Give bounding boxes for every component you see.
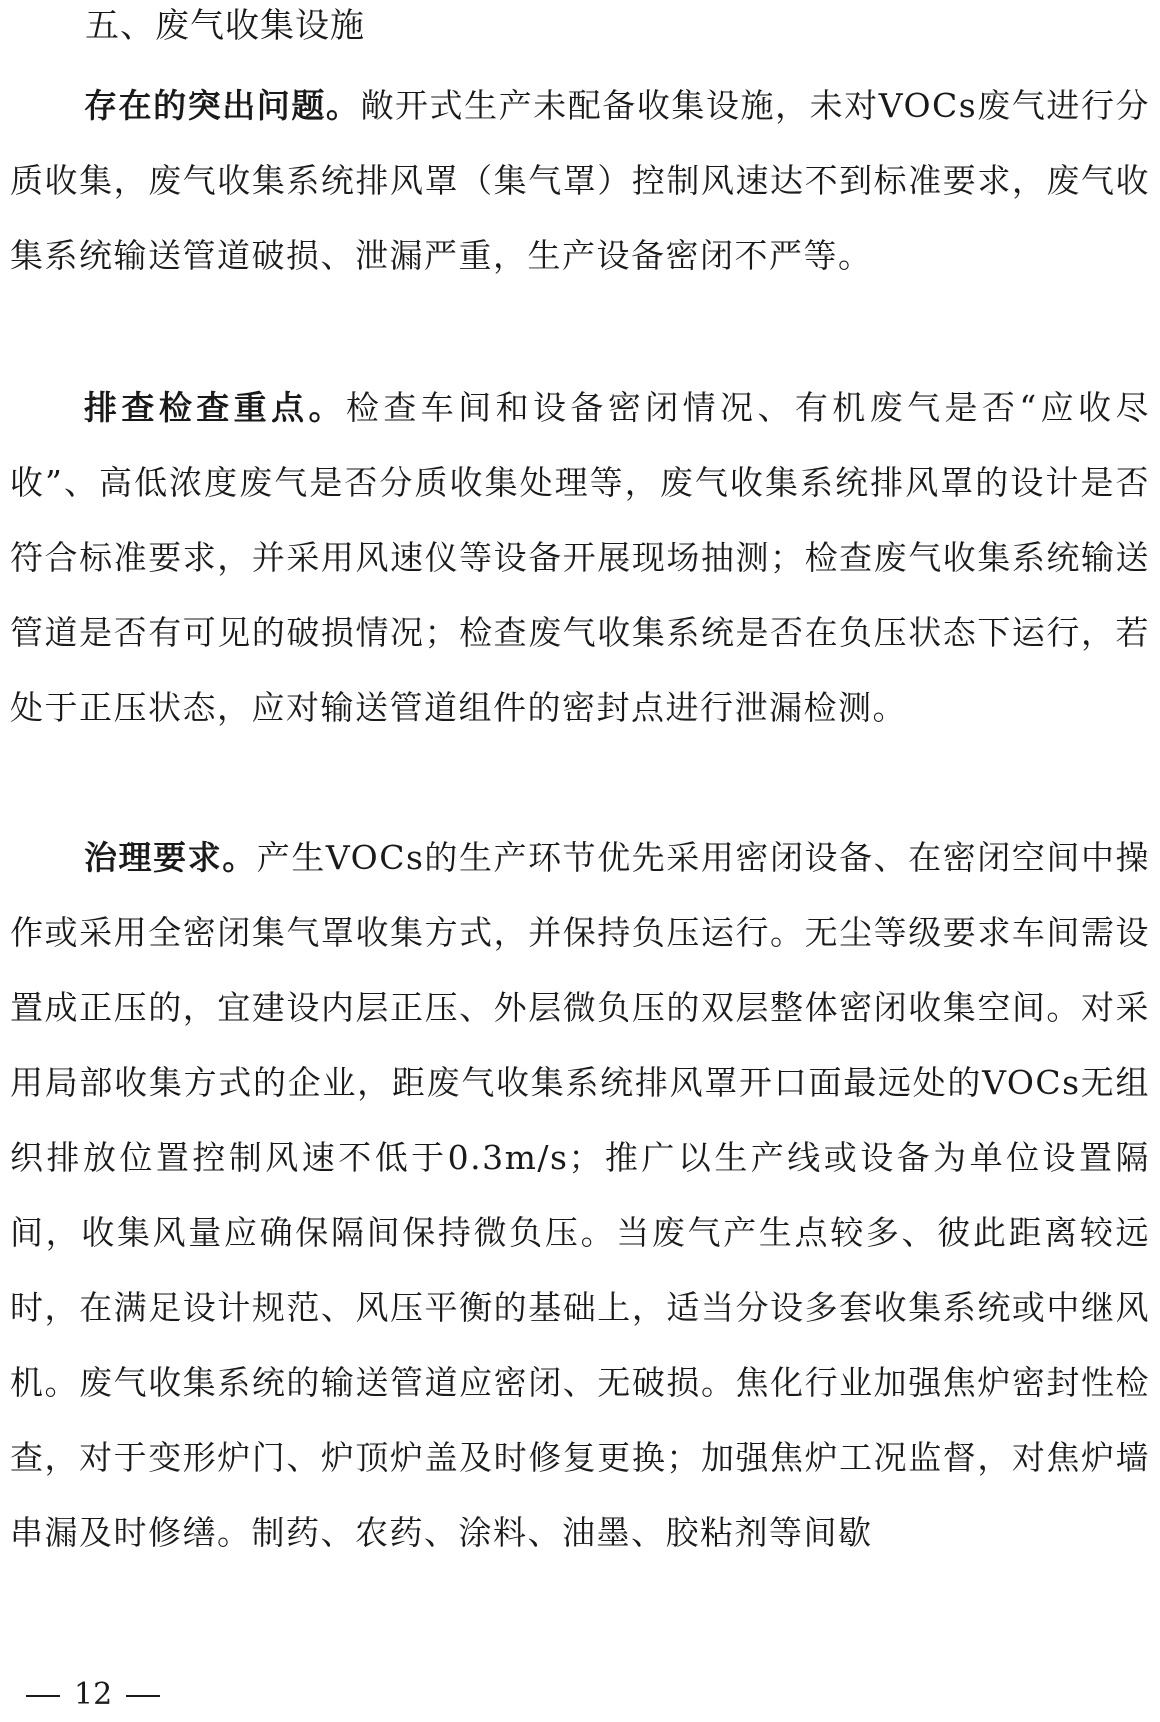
section-heading: 五、废气收集设施 (85, 6, 365, 46)
paragraph-body: 敞开式生产未配备收集设施，未对VOCs废气进行分质收集，废气收集系统排风罩（集气罩）控制风速达不到标准要求，废气收集系统输送管道破损、泄漏严重，生产设备密闭不严等。 (10, 86, 1150, 275)
paragraph-lead: 治理要求。 (84, 838, 257, 877)
page-number: 12 (74, 1677, 113, 1712)
paragraph-body: 检查车间和设备密闭情况、有机废气是否“应收尽收”、高低浓度废气是否分质收集处理等，废气收集系统排风罩的设计是否符合标准要求，并采用风速仪等设备开展现场抽测；检查废气收集系统输送管道是否有可见的破损情况；检查废气收集系统是否在负压状态下运行，若处于正压状态，应对输送管道组件的密封点进行泄漏检测。 (10, 388, 1150, 727)
paragraph-lead: 存在的突出问题。 (84, 86, 361, 125)
paragraph-problems (10, 68, 1150, 293)
paragraph-body: 产生VOCs的生产环节优先采用密闭设备、在密闭空间中操作或采用全密闭集气罩收集方式，并保持负压运行。无尘等级要求车间需设置成正压的，宜建设内层正压、外层微负压的双层整体密闭收集空间。对采用局部收集方式的企业，距废气收集系统排风罩开口面最远处的VOCs无组织排放位置控制风速不低于0.3m/s；推广以生产线或设备为单位设置隔间，收集风量应确保隔间保持微负压。当废气产生点较多、彼此距离较远时，在满足设计规范、风压平衡的基础上，适当分设多套收集系统或中继风机。废气收集系统的输送管道应密闭、无破损。焦化行业加强焦炉密封性检查，对于变形炉门、炉顶炉盖及时修复更换；加强焦炉工况监督，对焦炉墙串漏及时修缮。制药、农药、涂料、油墨、胶粘剂等间歇 (10, 838, 1151, 1552)
paragraph-requirements (10, 820, 1150, 1570)
paragraph-inspection-focus (10, 370, 1150, 745)
footer-dash-right (126, 1695, 160, 1697)
footer-dash-left (26, 1695, 60, 1697)
page-footer (12, 1675, 174, 1715)
paragraph-lead: 排查检查重点。 (84, 388, 346, 427)
